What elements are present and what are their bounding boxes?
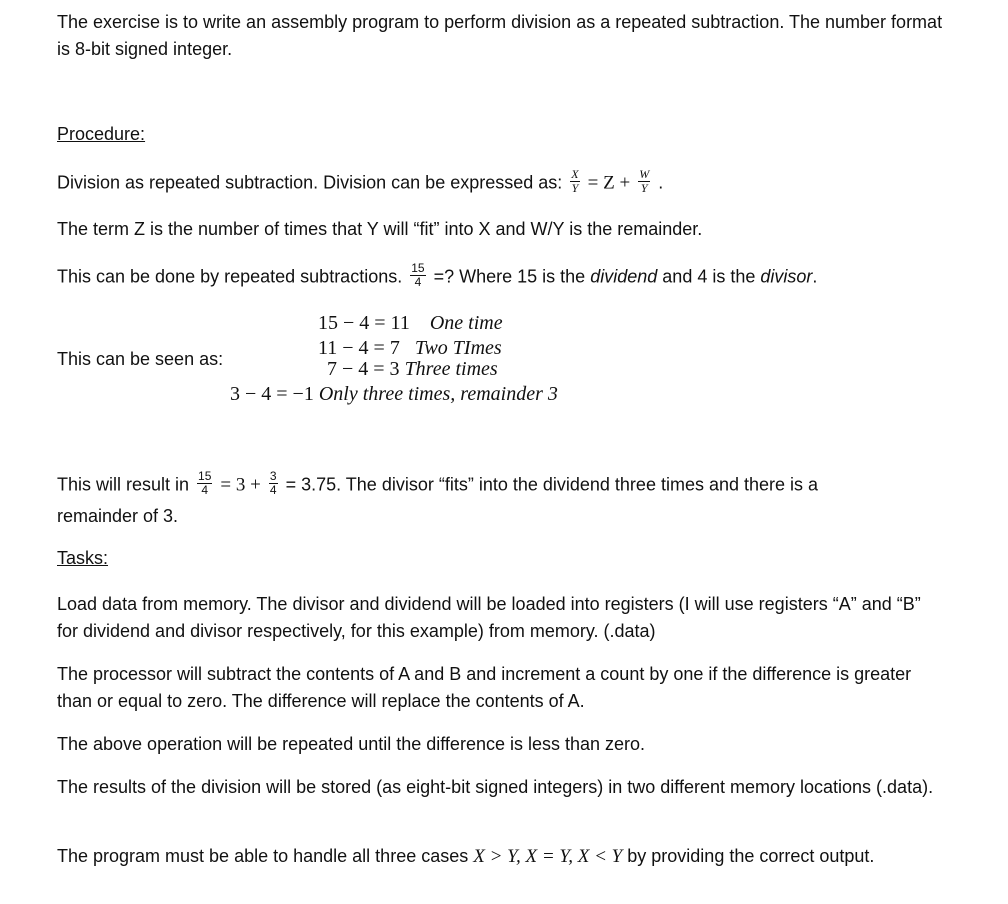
term-explanation: The term Z is the number of times that Y will “fit” into X and W/Y is the remainder. [57, 219, 703, 239]
fraction-w-over-y: $\frac{W}{Y}$ [639, 167, 650, 195]
task-paragraph: The results of the division will be stored (as eight-bit signed integers) in two different memory locations (.data). [57, 777, 934, 797]
step-note: Two TImes [414, 337, 502, 359]
period: . [658, 172, 664, 193]
equals-3-plus: = 3 + [220, 474, 261, 496]
step-equation: 7 − 4 = 3 [327, 358, 400, 380]
repeated-and: and 4 is the [662, 266, 756, 287]
task-paragraph: Load data from memory. The divisor and dividend will be loaded into registers (I will use registers “A” and “B” for dividend and divisor respectively, for this example) from memory. (.data) [57, 594, 921, 641]
step-equation: 11 − 4 = 7 [318, 337, 400, 359]
fraction-15-over-4: $\frac{15}{4}$ [411, 261, 425, 289]
cases-expression: X > Y, X = Y, X < Y [473, 846, 623, 867]
step-1 [318, 312, 503, 335]
result-prefix: This will result in [57, 474, 190, 495]
step-4 [230, 383, 558, 406]
step-note: One time [429, 312, 503, 334]
task-paragraph: The processor will subtract the contents of A and B and increment a count by one if the difference is greater than or equal to zero. The difference will replace the contents of A. [57, 664, 912, 711]
fraction-15-over-4: $\frac{15}{4}$ [198, 469, 212, 497]
procedure-heading: Procedure: [57, 124, 146, 144]
step-equation: 15 − 4 = 11 [318, 312, 410, 334]
step-3 [327, 358, 498, 381]
tasks-heading: Tasks: [57, 548, 109, 568]
result-line [57, 469, 819, 499]
final-task-paragraph [57, 843, 897, 870]
dividend-term: dividend [590, 266, 658, 287]
fraction-3-over-4: $\frac{3}{4}$ [269, 469, 277, 497]
fraction-x-over-y: $\frac{X}{Y}$ [571, 167, 579, 195]
step-note: Only three times, remainder 3 [318, 383, 558, 405]
equals-z-plus: = Z + [587, 172, 631, 194]
step-equation: 3 − 4 = −1 [230, 383, 314, 405]
division-text: Division as repeated subtraction. Division can be expressed as: [57, 172, 563, 193]
seen-as-label: This can be seen as: [57, 349, 224, 369]
task-paragraph: The above operation will be repeated until the difference is less than zero. [57, 734, 646, 754]
result-continuation: remainder of 3. [57, 506, 179, 526]
step-note: Three times [404, 358, 498, 380]
period: . [812, 266, 818, 287]
divisor-term: divisor [760, 266, 813, 287]
repeated-question: =? Where 15 is the [433, 266, 586, 287]
repeated-prefix: This can be done by repeated subtractions. [57, 266, 403, 287]
result-suffix: = 3.75. The divisor “fits” into the dividend three times and there is a [285, 474, 819, 495]
division-expression-line [57, 167, 664, 197]
final-task-prefix: The program must be able to handle all three cases [57, 846, 469, 866]
repeated-subtraction-line [57, 261, 818, 291]
step-2 [318, 337, 502, 360]
intro-paragraph: The exercise is to write an assembly program to perform division as a repeated subtraction. The number format is 8-bit signed integer. [57, 12, 943, 59]
final-task-suffix: by providing the correct output. [627, 846, 875, 866]
